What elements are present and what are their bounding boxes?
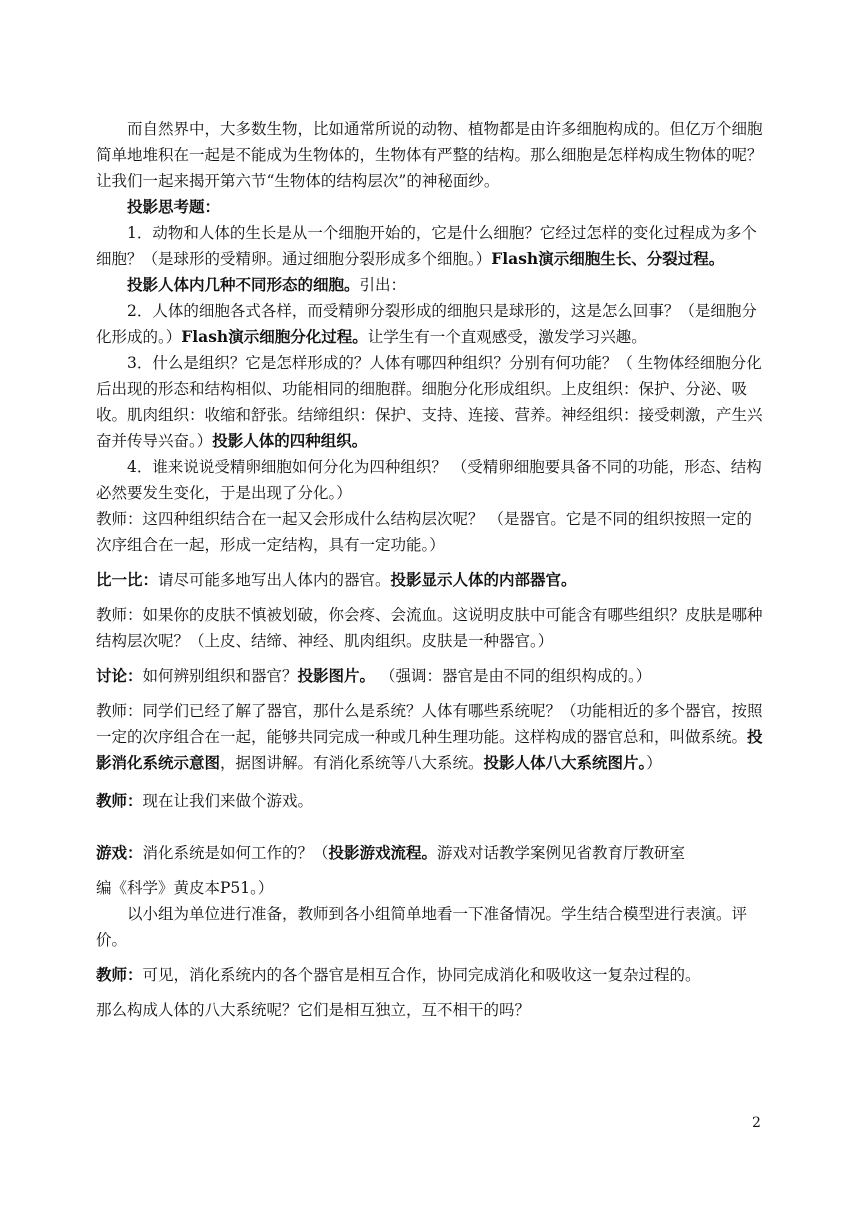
discussion-activity: 讨论：如何辨别组织和器官？投影图片。 （强调：器官是由不同的组织构成的。） xyxy=(96,666,652,685)
teacher-organ-question: 教师：这四种组织结合在一起又会形成什么结构层次呢？ （是器官。它是不同的组织按照一定的次序组合在一起，形成一定结构，具有一定功能。） xyxy=(96,510,752,554)
teacher-system-explanation: 教师：同学们已经了解了器官，那什么是系统？人体有哪些系统呢？（功能相近的多个器官，按照一定的次序组合在一起，能够共同完成一种或几种生理功能。这样构成的器官总和，叫做系统。投影消化系统示意图，据图讲解。有消化系统等八大系统。投影人体八大系统图片。） xyxy=(96,702,763,772)
question-3: 3．什么是组织？它是怎样形成的？人体有哪四种组织？分别有何功能？（ 生物体经细胞分化后出现的形态和结构相似、功能相同的细胞群。细胞分化形成组织。上皮组织：保护、分泌、吸收。肌肉组织：收缩和舒张。结缔组织：保护、支持、连接、营养。神经组织：接受刺激，产生兴奋并传导兴奋。）投影人体的四种组织。 xyxy=(96,354,763,450)
projection-questions-heading: 投影思考题： xyxy=(127,197,221,216)
lesson-body xyxy=(96,116,764,1023)
group-preparation: 以小组为单位进行准备，教师到各小组简单地看一下准备情况。学生结合模型进行表演。评价。 xyxy=(96,905,748,949)
game-reference: 编《科学》黄皮本P51。） xyxy=(96,879,274,897)
teacher-game-intro: 教师：现在让我们来做个游戏。 xyxy=(96,792,314,810)
page-number: 2 xyxy=(752,1115,761,1131)
teacher-conclusion: 教师：可见，消化系统内的各个器官是相互合作，协同完成消化和吸收这一复杂过程的。 xyxy=(96,966,701,984)
compare-activity: 比一比：请尽可能多地写出人体内的器官。投影显示人体的内部器官。 xyxy=(96,570,577,589)
closing-question: 那么构成人体的八大系统呢？它们是相互独立，互不相干的吗？ xyxy=(96,1001,531,1019)
question-1: 1．动物和人体的生长是从一个细胞开始的，它是什么细胞？它经过怎样的变化过程成为多个细胞？（是球形的受精卵。通过细胞分裂形成多个细胞。）Flash演示细胞生长、分裂过程。 xyxy=(96,224,757,268)
question-4: 4．谁来说说受精卵细胞如何分化为四种组织？ （受精卵细胞要具备不同的功能，形态、结构必然要发生变化，于是出现了分化。） xyxy=(96,458,762,502)
projection-cells-line: 投影人体内几种不同形态的细胞。引出： xyxy=(127,275,407,294)
question-2: 2．人体的细胞各式各样，而受精卵分裂形成的细胞只是球形的，这是怎么回事？（是细胞分化形成的。）Flash演示细胞分化过程。让学生有一个直观感受，激发学习兴趣。 xyxy=(96,302,757,346)
teacher-skin-question: 教师：如果你的皮肤不慎被划破，你会疼、会流血。这说明皮肤中可能含有哪些组织？皮肤是哪种结构层次呢？（上皮、结缔、神经、肌肉组织。皮肤是一种器官。） xyxy=(96,606,763,650)
game-activity: 游戏：消化系统是如何工作的？（投影游戏流程。游戏对话教学案例见省教育厅教研室 xyxy=(96,843,686,862)
intro-paragraph: 而自然界中，大多数生物，比如通常所说的动物、植物都是由许多细胞构成的。但亿万个细胞简单地堆积在一起是不能成为生物体的，生物体有严整的结构。那么细胞是怎样构成生物体的呢？让我们一起来揭开第六节“生物体的结构层次”的神秘面纱。 xyxy=(96,120,763,190)
